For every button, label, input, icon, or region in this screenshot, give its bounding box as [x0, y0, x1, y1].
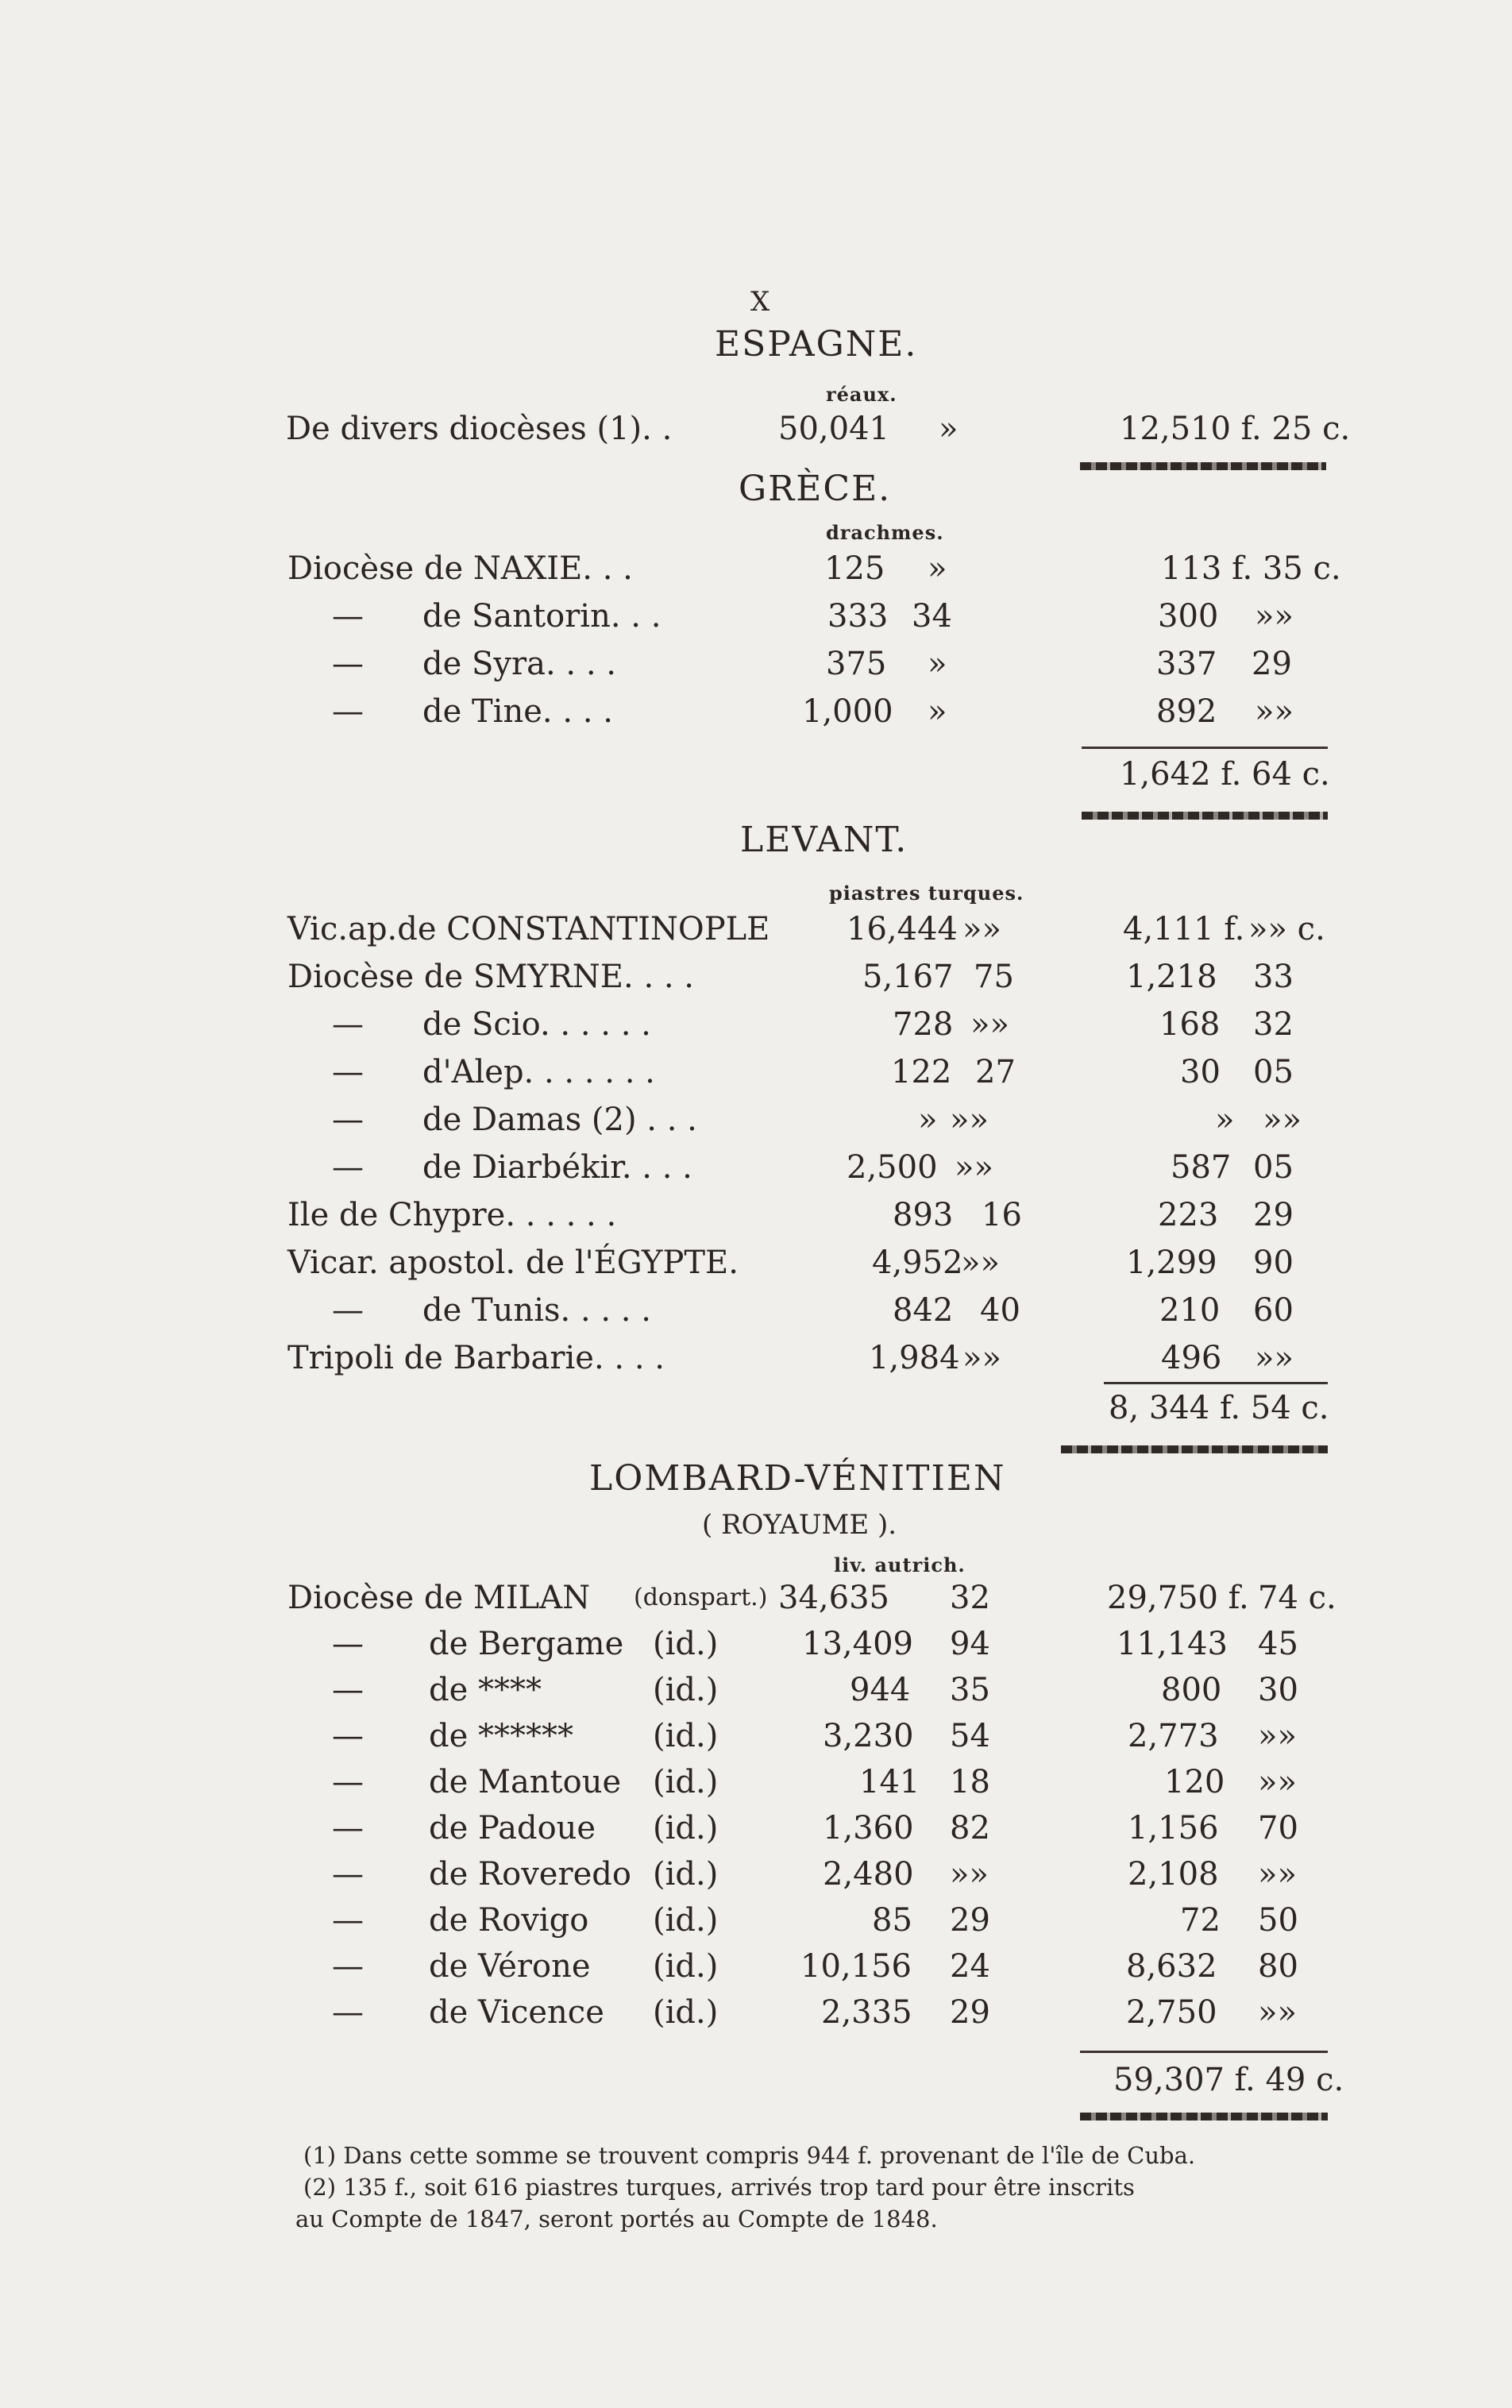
section-total-levant: 8, 344 f. 54 c. — [1109, 1390, 1329, 1426]
row-lead-dash: — — [332, 1764, 364, 1800]
row-original-decimal: 94 — [950, 1626, 990, 1662]
row-franc-amount: 8,632 — [1126, 1948, 1217, 1985]
section-total-grece: 1,642 f. 64 c. — [1120, 756, 1330, 793]
row-franc-amount: 11,143 — [1117, 1626, 1228, 1662]
row-franc-amount: 1,156 — [1128, 1810, 1219, 1847]
table-row — [0, 1712, 1512, 1760]
row-label: Diocèse de MILAN — [287, 1580, 591, 1616]
row-label: de Scio. . . . . . — [422, 1006, 651, 1043]
row-franc-amount: 1,299 — [1126, 1245, 1217, 1281]
row-centimes: 60 — [1253, 1292, 1294, 1329]
row-lead-dash: — — [332, 1626, 364, 1662]
footnote-1: (1) Dans cette somme se trouvent compris 944 f. provenant de l'île de Cuba. — [303, 2142, 1196, 2169]
row-original-amount: 122 — [891, 1054, 952, 1090]
unit-label-lombard: liv. autrich. — [834, 1553, 966, 1576]
row-original-decimal: 24 — [950, 1948, 990, 1985]
row-original-amount: 1,000 — [802, 693, 893, 730]
section-title-lombard: LOMBARD-VÉNITIEN — [589, 1458, 1006, 1499]
row-original-decimal: »» — [970, 1006, 1009, 1043]
row-original-amount: 5,167 — [862, 959, 954, 995]
row-franc-amount: 223 — [1158, 1197, 1219, 1233]
row-label: de Rovigo — [429, 1902, 589, 1939]
ornament-rule — [1061, 1445, 1328, 1453]
row-parenthetical: (donspart.) — [634, 1584, 768, 1611]
table-row — [0, 640, 1512, 688]
total-rule — [1082, 747, 1328, 749]
row-franc-amount: 800 — [1161, 1672, 1222, 1708]
unit-label-grece: drachmes. — [826, 521, 944, 544]
row-label: Diocèse de SMYRNE. . . . — [287, 959, 695, 995]
unit-label-espagne: réaux. — [826, 383, 897, 406]
table-row — [0, 905, 1512, 953]
row-original-decimal: 18 — [950, 1764, 990, 1800]
row-centimes: 29 — [1253, 1197, 1294, 1233]
row-parenthetical: (id.) — [653, 1856, 719, 1893]
row-lead-dash: — — [332, 1292, 364, 1329]
table-row — [0, 1096, 1512, 1144]
table-row — [0, 953, 1512, 1001]
row-centimes: 29 — [1252, 646, 1292, 682]
row-lead-dash: — — [332, 1006, 364, 1043]
row-franc-amount: » — [1215, 1102, 1235, 1138]
row-label: de ****** — [429, 1718, 573, 1754]
row-original-amount: 85 — [872, 1902, 912, 1939]
row-original-decimal: »» — [962, 1340, 1001, 1376]
row-original-amount: 4,952 — [872, 1245, 963, 1281]
row-franc-amount: 4,111 f. — [1123, 911, 1245, 947]
row-centimes: »» — [1258, 1856, 1297, 1893]
row-parenthetical: (id.) — [653, 1810, 719, 1847]
row-original-amount: 50,041 — [778, 411, 889, 447]
row-parenthetical: (id.) — [653, 1672, 719, 1708]
row-centimes: 74 c. — [1258, 1580, 1336, 1616]
table-row — [0, 1666, 1512, 1714]
row-original-decimal: » — [928, 693, 947, 730]
row-original-amount: 3,230 — [823, 1718, 914, 1754]
row-label: Vicar. apostol. de l'ÉGYPTE. — [287, 1245, 739, 1281]
row-parenthetical: (id.) — [653, 1994, 719, 2031]
row-lead-dash: — — [332, 1856, 364, 1893]
row-original-amount: 34,635 — [778, 1580, 889, 1616]
row-lead-dash: — — [332, 646, 364, 682]
row-franc-amount: 72 — [1180, 1902, 1221, 1939]
row-franc-amount: 2,108 — [1128, 1856, 1219, 1893]
table-row — [0, 1850, 1512, 1898]
table-row — [0, 688, 1512, 735]
row-franc-amount: 587 — [1171, 1149, 1232, 1186]
row-lead-dash: — — [332, 1054, 364, 1090]
row-franc-amount: 337 — [1156, 646, 1217, 682]
row-lead-dash: — — [332, 1102, 364, 1138]
row-centimes: »» — [1255, 693, 1294, 730]
row-franc-amount: 210 — [1159, 1292, 1221, 1329]
row-parenthetical: (id.) — [653, 1902, 719, 1939]
row-centimes: 70 — [1258, 1810, 1298, 1847]
row-original-decimal: 54 — [950, 1718, 990, 1754]
table-row — [0, 1239, 1512, 1287]
row-centimes: »» c. — [1248, 911, 1325, 947]
total-rule — [1104, 1382, 1328, 1384]
unit-label-levant: piastres turques. — [829, 882, 1024, 905]
table-row — [0, 1989, 1512, 2036]
row-original-decimal: »» — [950, 1102, 989, 1138]
row-lead-dash: — — [332, 1810, 364, 1847]
row-franc-amount: 892 — [1156, 693, 1217, 730]
section-subtitle-lombard: ( ROYAUME ). — [702, 1509, 897, 1541]
row-franc-amount: 113 f. 35 c. — [1161, 550, 1341, 587]
table-row — [0, 1144, 1512, 1191]
row-original-amount: 1,360 — [823, 1810, 914, 1847]
section-title-grece: GRÈCE. — [739, 469, 892, 509]
row-centimes: »» — [1258, 1994, 1297, 2031]
table-row — [0, 545, 1512, 592]
row-original-amount: 125 — [824, 550, 885, 587]
row-original-amount: 375 — [826, 646, 887, 682]
row-lead-dash: — — [332, 1994, 364, 2031]
row-franc-amount: 30 — [1180, 1054, 1221, 1090]
row-original-decimal: 35 — [950, 1672, 990, 1708]
section-title-espagne: ESPAGNE. — [715, 324, 918, 365]
row-original-decimal: »» — [955, 1149, 993, 1186]
table-row — [0, 1897, 1512, 1944]
row-label: de Santorin. . . — [422, 598, 662, 635]
row-centimes: 45 — [1258, 1626, 1298, 1662]
row-label: Tripoli de Barbarie. . . . — [287, 1340, 665, 1376]
row-original-amount: 1,984 — [869, 1340, 960, 1376]
row-original-decimal: »» — [950, 1856, 989, 1893]
row-centimes: 90 — [1253, 1245, 1294, 1281]
row-original-decimal: 32 — [950, 1580, 990, 1616]
row-original-amount: 944 — [850, 1672, 911, 1708]
row-label: de Diarbékir. . . . — [422, 1149, 692, 1186]
row-original-amount: 842 — [893, 1292, 954, 1329]
table-row — [0, 592, 1512, 640]
row-centimes: »» — [1258, 1764, 1297, 1800]
table-row — [0, 1191, 1512, 1239]
row-label: de Vicence — [429, 1994, 604, 2031]
row-original-decimal: 29 — [950, 1994, 990, 2031]
row-lead-dash: — — [332, 1948, 364, 1985]
row-parenthetical: (id.) — [653, 1626, 719, 1662]
row-centimes: 05 — [1253, 1054, 1294, 1090]
row-label: de Bergame — [429, 1626, 624, 1662]
footnote-2: (2) 135 f., soit 616 piastres turques, arrivés trop tard pour être inscrits — [303, 2174, 1135, 2201]
row-original-amount: 141 — [859, 1764, 920, 1800]
row-original-decimal: » — [928, 550, 947, 587]
row-lead-dash: — — [332, 1149, 364, 1186]
row-original-amount: 2,480 — [823, 1856, 914, 1893]
row-lead-dash: — — [332, 693, 364, 730]
row-franc-amount: 2,773 — [1128, 1718, 1219, 1754]
row-parenthetical: (id.) — [653, 1948, 719, 1985]
row-original-amount: 13,409 — [802, 1626, 913, 1662]
row-original-decimal: » — [939, 411, 958, 447]
row-lead-dash: — — [332, 1902, 364, 1939]
row-label: de Padoue — [429, 1810, 596, 1847]
row-original-decimal: 82 — [950, 1810, 990, 1847]
table-row — [0, 1287, 1512, 1334]
row-original-amount: » — [918, 1102, 938, 1138]
row-original-amount: 2,500 — [847, 1149, 938, 1186]
row-centimes: »» — [1255, 598, 1294, 635]
ornament-rule — [1080, 2113, 1328, 2121]
table-row — [0, 1001, 1512, 1048]
total-rule — [1080, 2051, 1328, 2053]
row-franc-amount: 1,218 — [1126, 959, 1217, 995]
row-franc-amount: 168 — [1159, 1006, 1221, 1043]
row-franc-amount: 29,750 f. — [1107, 1580, 1249, 1616]
row-original-decimal: 34 — [912, 598, 952, 635]
table-row — [0, 1574, 1512, 1622]
row-centimes: 80 — [1258, 1948, 1298, 1985]
row-centimes: »» — [1258, 1718, 1297, 1754]
row-label: de Mantoue — [429, 1764, 622, 1800]
row-original-amount: 10,156 — [800, 1948, 912, 1985]
row-original-decimal: »» — [962, 911, 1001, 947]
row-label: de Vérone — [429, 1948, 591, 1985]
ornament-rule — [1082, 812, 1328, 820]
ornament-rule — [1080, 462, 1326, 470]
row-label: de Roveredo — [429, 1856, 631, 1893]
row-original-decimal: 75 — [974, 959, 1014, 995]
row-original-decimal: 16 — [982, 1197, 1022, 1233]
section-title-levant: LEVANT. — [740, 820, 908, 860]
row-centimes: »» — [1255, 1340, 1294, 1376]
row-label: de **** — [429, 1672, 542, 1708]
row-label: d'Alep. . . . . . . — [422, 1054, 655, 1090]
row-original-amount: 728 — [893, 1006, 954, 1043]
row-franc-amount: 120 — [1164, 1764, 1225, 1800]
table-row — [0, 1943, 1512, 1990]
row-centimes: 50 — [1258, 1902, 1298, 1939]
row-label: Ile de Chypre. . . . . . — [287, 1197, 617, 1233]
page-number: X — [750, 286, 770, 318]
row-franc-amount: 496 — [1161, 1340, 1222, 1376]
row-parenthetical: (id.) — [653, 1718, 719, 1754]
row-lead-dash: — — [332, 1672, 364, 1708]
row-original-amount: 16,444 — [847, 911, 958, 947]
table-row — [0, 1620, 1512, 1668]
row-label: de Damas (2) . . . — [422, 1102, 697, 1138]
row-label: De divers diocèses (1). . — [286, 411, 673, 447]
row-centimes: 33 — [1253, 959, 1294, 995]
section-total-lombard: 59,307 f. 49 c. — [1113, 2062, 1344, 2098]
row-centimes: 30 — [1258, 1672, 1298, 1708]
row-original-amount: 893 — [893, 1197, 954, 1233]
row-label: de Tunis. . . . . — [422, 1292, 651, 1329]
table-row — [0, 1758, 1512, 1806]
row-label: Diocèse de NAXIE. . . — [287, 550, 633, 587]
row-franc-amount: 300 — [1158, 598, 1219, 635]
row-franc-amount: 12,510 f. 25 c. — [1120, 411, 1351, 447]
row-lead-dash: — — [332, 1718, 364, 1754]
row-label: de Syra. . . . — [422, 646, 616, 682]
row-parenthetical: (id.) — [653, 1764, 719, 1800]
row-franc-amount: 2,750 — [1126, 1994, 1217, 2031]
row-original-decimal: »» — [961, 1245, 1000, 1281]
row-label: de Tine. . . . — [422, 693, 613, 730]
row-original-decimal: 29 — [950, 1902, 990, 1939]
row-centimes: 05 — [1253, 1149, 1294, 1186]
table-row — [0, 1048, 1512, 1096]
row-centimes: »» — [1263, 1102, 1302, 1138]
row-label: Vic.ap.de CONSTANTINOPLE — [287, 911, 770, 947]
table-row — [0, 1334, 1512, 1382]
row-centimes: 32 — [1253, 1006, 1294, 1043]
row-original-amount: 333 — [827, 598, 889, 635]
table-row — [0, 405, 1512, 453]
row-original-decimal: 40 — [980, 1292, 1020, 1329]
row-original-decimal: 27 — [975, 1054, 1016, 1090]
row-original-decimal: » — [928, 646, 947, 682]
table-row — [0, 1804, 1512, 1852]
footnote-2-continued: au Compte de 1847, seront portés au Compte de 1848. — [295, 2205, 938, 2232]
row-original-amount: 2,335 — [821, 1994, 912, 2031]
row-lead-dash: — — [332, 598, 364, 635]
